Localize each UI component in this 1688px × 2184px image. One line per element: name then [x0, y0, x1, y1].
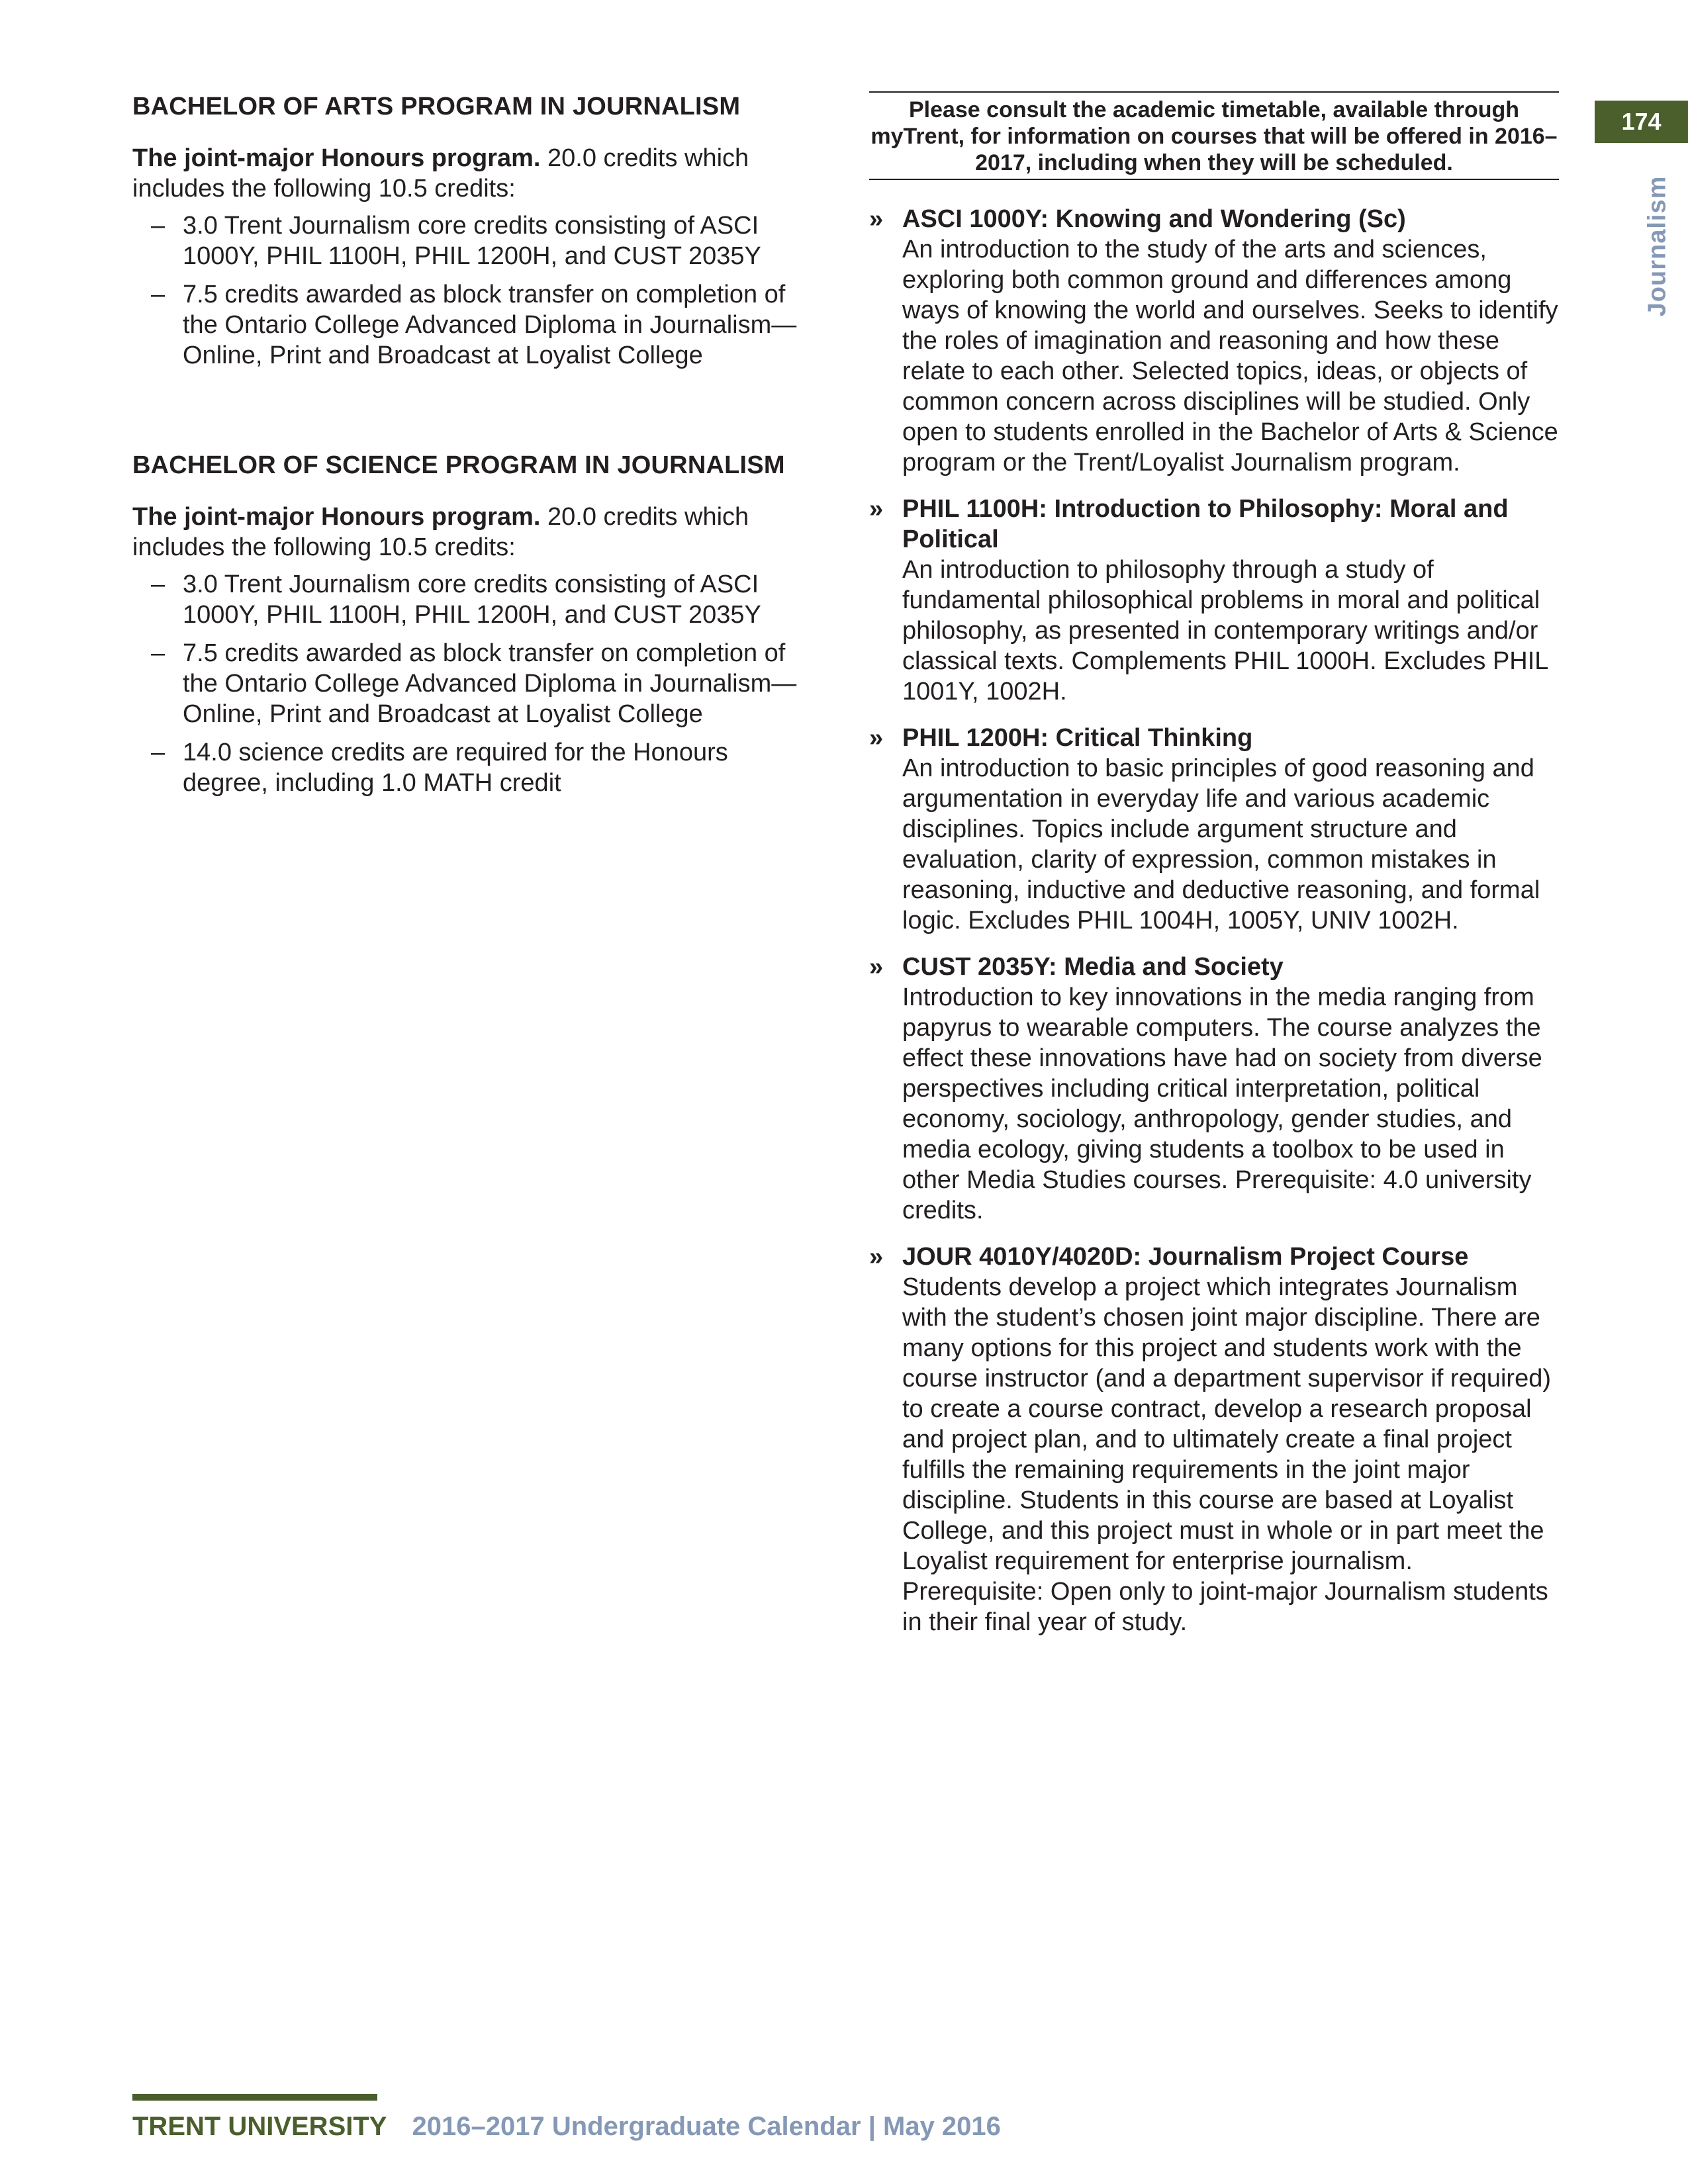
footer-calendar: 2016–2017 Undergraduate Calendar | May 2016: [412, 2112, 1001, 2141]
program-intro-bold: The joint-major Honours program.: [132, 503, 541, 531]
course-entry: [869, 1242, 1559, 1637]
section-side-label: Journalism: [1643, 175, 1671, 317]
course-title: CUST 2035Y: Media and Society: [902, 953, 1284, 981]
list-item: [132, 279, 814, 371]
course-description: An introduction to the study of the arts and sciences, exploring both common ground and differences among ways of knowing the world and ourselves. Seeks to identify the roles of imagination and reasoning and how these relate to each other. Selected topics, ideas, or objects of common concern across disciplines will be studied. Only open to students enrolled in the Bachelor of Arts & Science program or the Trent/Loyalist Journalism program.: [902, 236, 1558, 477]
dash-bullet: –: [151, 570, 165, 598]
course-entry: [869, 723, 1559, 936]
program-section-ba: [132, 91, 814, 371]
course-title: JOUR 4010Y/4020D: Journalism Project Course: [902, 1243, 1469, 1271]
right-column: [869, 91, 1559, 1653]
list-item: [132, 638, 814, 729]
course-entry: [869, 494, 1559, 707]
list-item-text: 3.0 Trent Journalism core credits consisting of ASCI 1000Y, PHIL 1100H, PHIL 1200H, and CUST 2035Y: [183, 570, 761, 629]
list-item-text: 14.0 science credits are required for the Honours degree, including 1.0 MATH credit: [183, 739, 728, 797]
chevron-right-icon: »: [869, 205, 884, 233]
footer-university: TRENT UNIVERSITY: [132, 2112, 387, 2141]
dash-bullet: –: [151, 281, 165, 308]
chevron-right-icon: »: [869, 1243, 884, 1271]
course-description: An introduction to basic principles of good reasoning and argumentation in everyday life and various academic disciplines. Topics include argument structure and evaluation, clarity of expression, common mistakes in reasoning, inductive and deductive reasoning, and formal logic. Excludes PHIL 1004H, 1005Y, UNIV 1002H.: [902, 754, 1540, 934]
requirements-list: [132, 210, 814, 371]
course-entry: [869, 952, 1559, 1226]
list-item: [132, 737, 814, 798]
course-description: An introduction to philosophy through a study of fundamental philosophical problems in moral and political philosophy, as presented in contemporary writings and/or classical texts. Complements PHIL 1000H. Excludes PHIL 1001Y, 1002H.: [902, 556, 1548, 705]
chevron-right-icon: »: [869, 724, 884, 752]
requirements-list: [132, 569, 814, 798]
list-item-text: 7.5 credits awarded as block transfer on completion of the Ontario College Advanced Diploma in Journalism—Online, Print and Broadcast at Loyalist College: [183, 639, 797, 728]
program-section-bsc: [132, 450, 814, 798]
timetable-notice: Please consult the academic timetable, available through myTrent, for information on courses that will be offered in 2016–2017, including when they will be scheduled.: [869, 91, 1559, 180]
chevron-right-icon: »: [869, 953, 884, 981]
chevron-right-icon: »: [869, 495, 884, 523]
course-description: Students develop a project which integrates Journalism with the student’s chosen joint major discipline. There are many options for this project and students work with the course instructor (and a department supervisor if required) to create a course contract, develop a research proposal and project plan, and to ultimately create a final project fulfills the remaining requirements in the joint major discipline. Students in this course are based at Loyalist College, and this project must in whole or in part meet the Loyalist requirement for enterprise journalism. Prerequisite: Open only to joint-major Journalism students in their final year of study.: [902, 1273, 1552, 1636]
page-footer: [132, 2110, 1001, 2143]
dash-bullet: –: [151, 739, 165, 766]
dash-bullet: –: [151, 212, 165, 240]
course-title: ASCI 1000Y: Knowing and Wondering (Sc): [902, 205, 1406, 233]
list-item: [132, 569, 814, 630]
list-item: [132, 210, 814, 271]
section-side-tab: [1638, 173, 1677, 319]
footer-rule: [132, 2094, 377, 2101]
course-entry: [869, 204, 1559, 478]
course-description: Introduction to key innovations in the media ranging from papyrus to wearable computers. The course analyzes the effect these innovations have had on society from diverse perspectives including critical interpretation, political economy, sociology, anthropology, gender studies, and media ecology, giving students a toolbox to be used in other Media Studies courses. Prerequisite: 4.0 university credits.: [902, 983, 1542, 1224]
section-heading: BACHELOR OF SCIENCE PROGRAM IN JOURNALISM: [132, 451, 785, 479]
list-item-text: 7.5 credits awarded as block transfer on completion of the Ontario College Advanced Diploma in Journalism—Online, Print and Broadcast at Loyalist College: [183, 281, 797, 369]
left-column: [132, 91, 814, 806]
course-title: PHIL 1200H: Critical Thinking: [902, 724, 1253, 752]
course-title: PHIL 1100H: Introduction to Philosophy: Moral and Political: [902, 495, 1509, 553]
program-intro-bold: The joint-major Honours program.: [132, 144, 541, 172]
section-heading: BACHELOR OF ARTS PROGRAM IN JOURNALISM: [132, 93, 741, 120]
page-number-badge: 174: [1595, 101, 1688, 143]
program-intro-text: 20.0 credits which includes the following 10.5 credits:: [132, 503, 749, 561]
program-intro-text: 20.0 credits which includes the following 10.5 credits:: [132, 144, 749, 203]
program-intro: [132, 143, 814, 204]
list-item-text: 3.0 Trent Journalism core credits consisting of ASCI 1000Y, PHIL 1100H, PHIL 1200H, and CUST 2035Y: [183, 212, 761, 270]
dash-bullet: –: [151, 639, 165, 667]
program-intro: [132, 502, 814, 563]
